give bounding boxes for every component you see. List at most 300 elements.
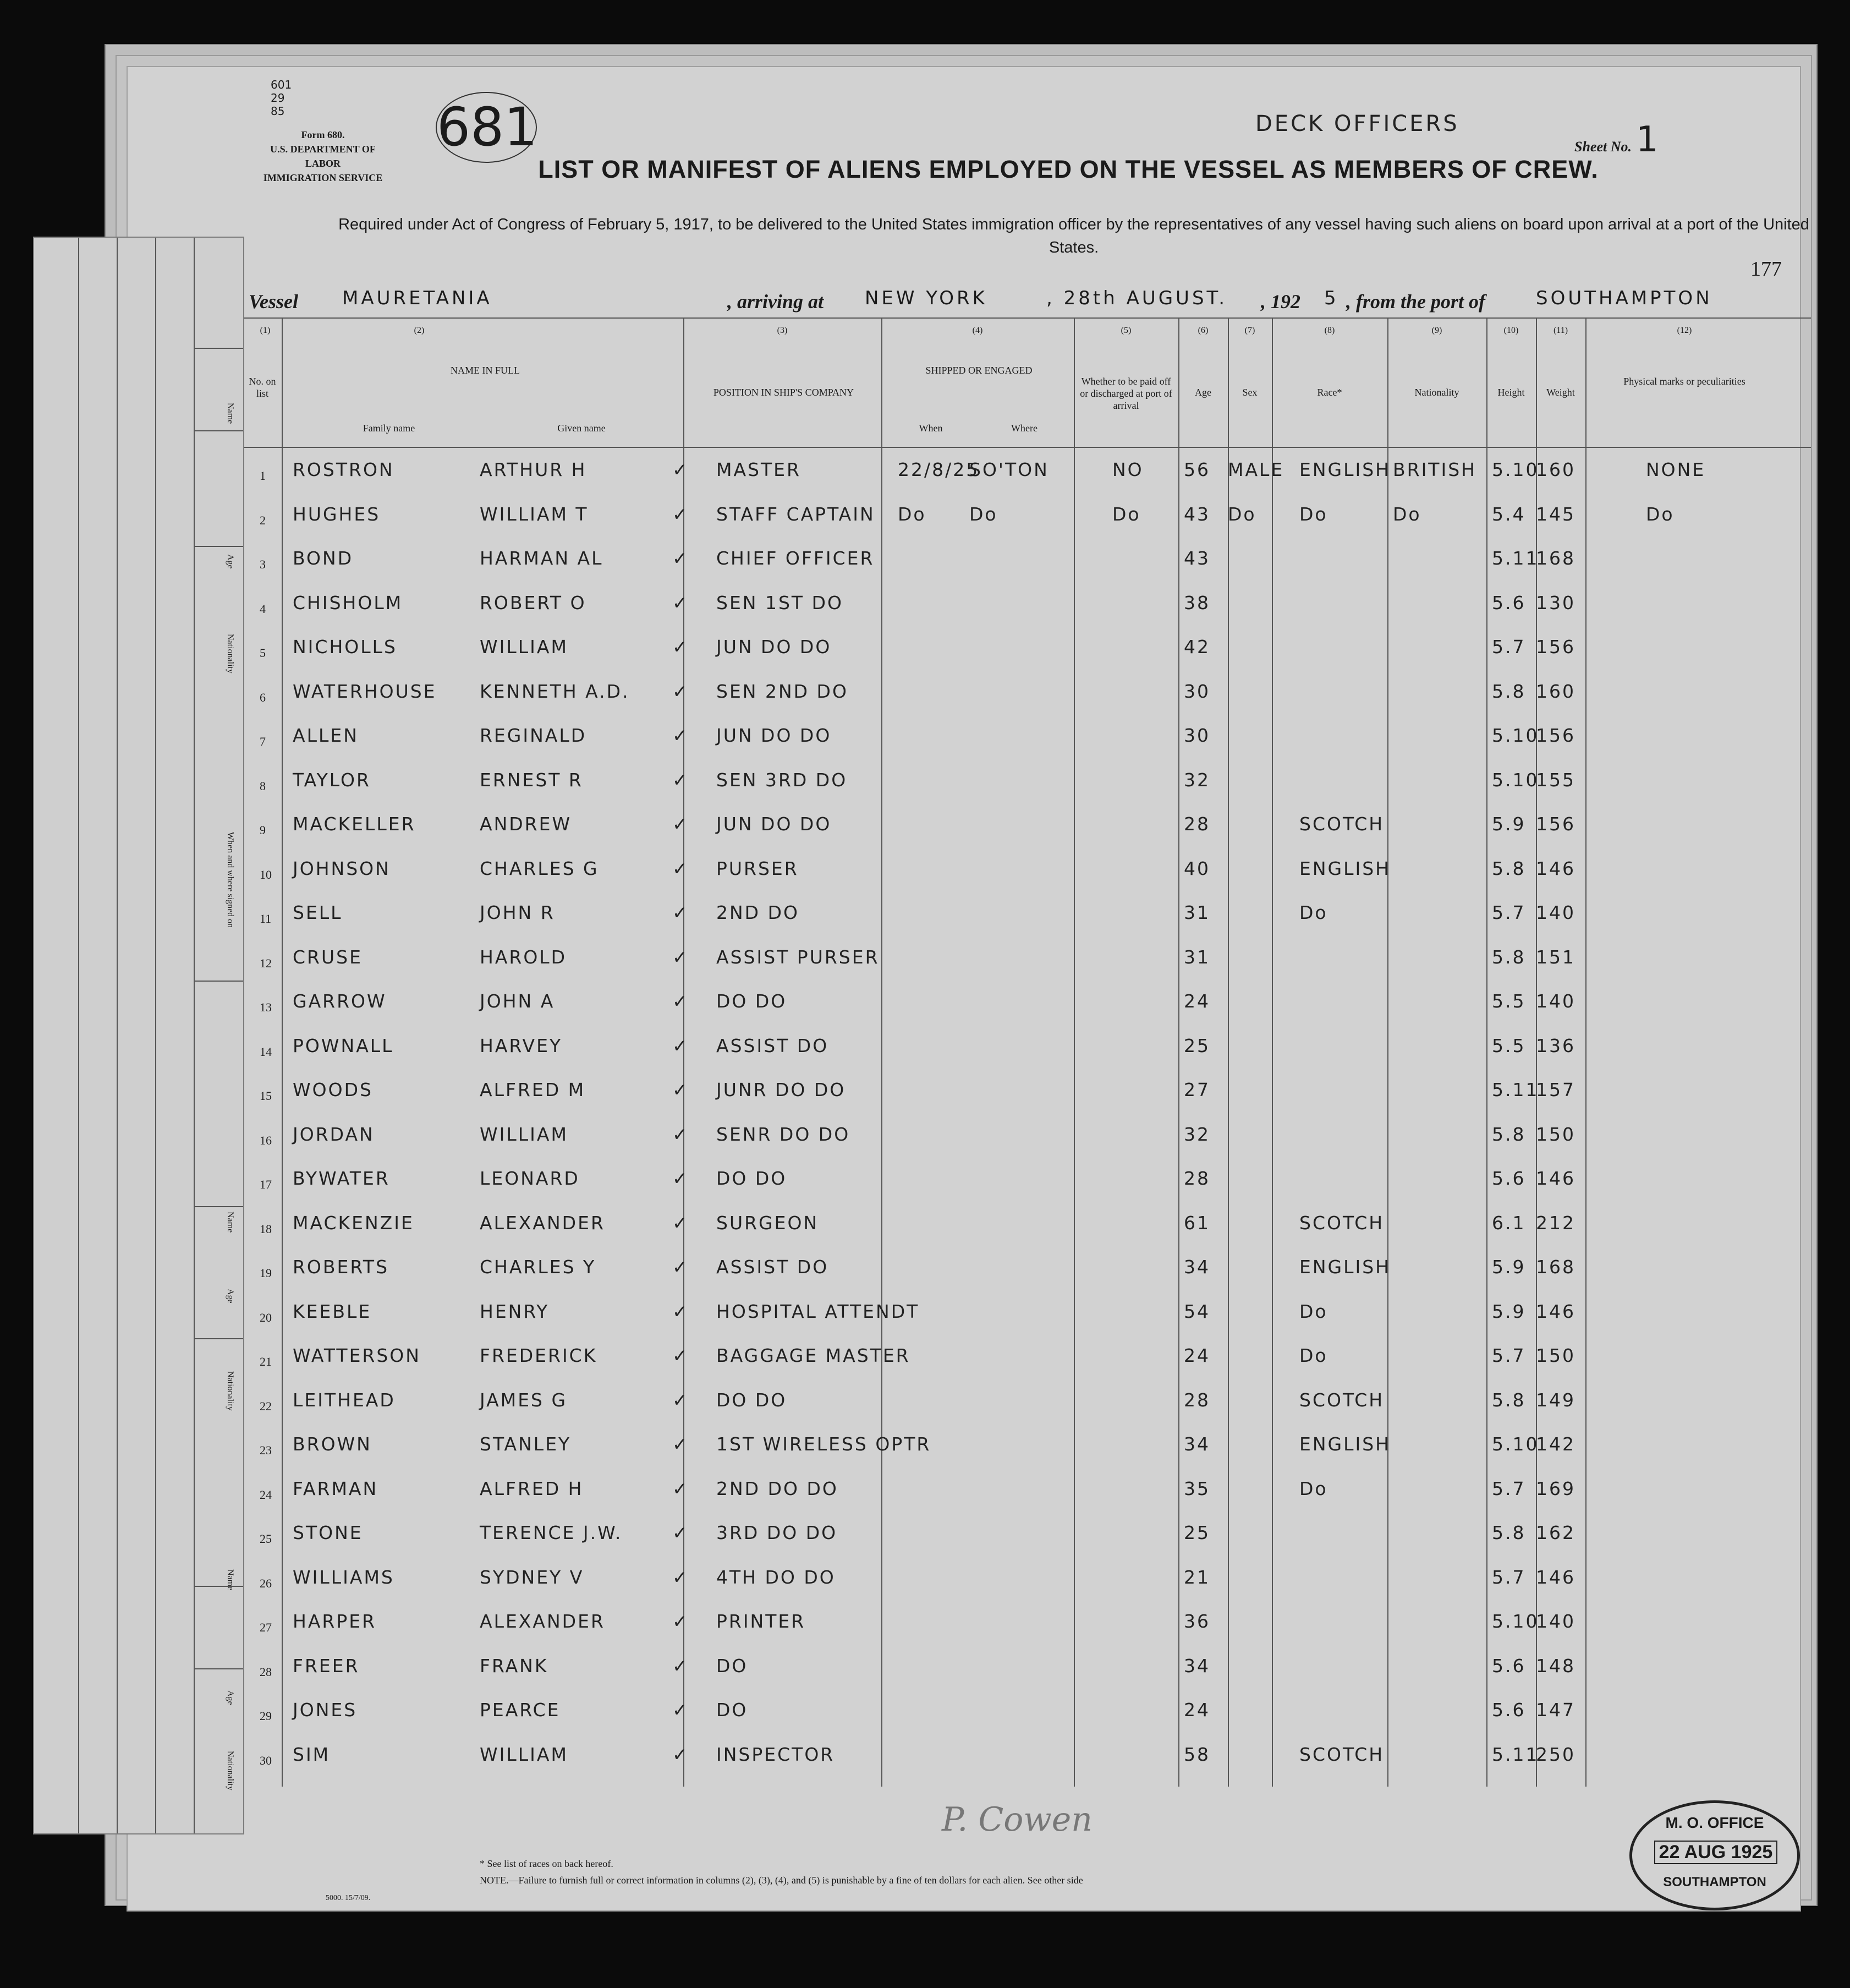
strip-label: Nationality (226, 634, 235, 673)
row-number: 16 (260, 1133, 272, 1147)
table-row (128, 895, 1800, 935)
check-mark-icon: ✓ (672, 1123, 689, 1145)
given-name: ALFRED M (480, 1079, 586, 1100)
position: JUNR DO DO (716, 1079, 846, 1100)
height: 5.7 (1492, 1477, 1526, 1499)
given-name: STANLEY (480, 1433, 572, 1455)
race: Do (1299, 1300, 1328, 1322)
family-name: FARMAN (293, 1477, 378, 1499)
weight: 156 (1536, 636, 1575, 658)
family-name: WATERHOUSE (293, 680, 437, 702)
age: 42 (1184, 636, 1210, 658)
age: 34 (1184, 1256, 1210, 1278)
position: PURSER (716, 857, 799, 879)
position: 2ND DO DO (716, 1477, 838, 1499)
strip-label: When and where signed on (226, 832, 235, 928)
age: 36 (1184, 1611, 1210, 1632)
row-number: 27 (260, 1620, 272, 1634)
height: 5.8 (1492, 680, 1526, 702)
page-title: LIST OR MANIFEST OF ALIENS EMPLOYED ON THE VESSEL AS MEMBERS OF CREW. (538, 155, 1599, 183)
check-mark-icon: ✓ (672, 1522, 689, 1543)
family-name: LEITHEAD (293, 1389, 396, 1411)
height: 5.9 (1492, 813, 1526, 835)
family-name: SELL (293, 902, 343, 923)
race: ENGLISH (1299, 459, 1391, 480)
row-number: 22 (260, 1399, 272, 1413)
age: 27 (1184, 1079, 1210, 1100)
weight: 162 (1536, 1522, 1575, 1543)
check-mark-icon: ✓ (672, 1256, 689, 1278)
header-height: Height (1497, 387, 1525, 398)
position: HOSPITAL ATTENDT (716, 1300, 920, 1322)
age: 43 (1184, 547, 1210, 569)
row-number: 12 (260, 956, 272, 970)
row-number: 20 (260, 1310, 272, 1324)
table-row (128, 1427, 1800, 1466)
row-number: 11 (260, 912, 272, 925)
age: 35 (1184, 1477, 1210, 1499)
given-name: FRANK (480, 1655, 548, 1677)
sex: MALE (1228, 459, 1284, 480)
race: Do (1299, 902, 1328, 923)
row-number: 1 (260, 469, 266, 483)
crew-category: DECK OFFICERS (1255, 111, 1459, 136)
printer-mark: 5000. 15/7/09. (326, 1894, 371, 1902)
year-digit: 5 (1324, 287, 1339, 309)
stamped-number: 177 (1750, 258, 1782, 281)
position: DO DO (716, 990, 787, 1012)
given-name: WILLIAM (480, 1123, 568, 1145)
height: 5.11 (1492, 1743, 1539, 1765)
col-number: (2) (414, 326, 425, 335)
nationality: BRITISH (1393, 459, 1476, 480)
row-number: 4 (260, 601, 266, 616)
table-row (128, 940, 1800, 979)
strip-label: Name (226, 1212, 235, 1233)
family-name: WILLIAMS (293, 1566, 394, 1588)
height: 5.7 (1492, 1566, 1526, 1588)
row-number: 24 (260, 1487, 272, 1502)
age: 61 (1184, 1212, 1210, 1234)
year-label: , 192 (1261, 291, 1300, 313)
table-row (128, 1072, 1800, 1112)
height: 5.6 (1492, 1168, 1526, 1189)
header-nationality: Nationality (1414, 387, 1459, 398)
check-mark-icon: ✓ (672, 1433, 689, 1455)
given-name: ALFRED H (480, 1477, 584, 1499)
margin-note: 601 (271, 78, 292, 91)
header-no-on-list: No. on list (249, 376, 276, 399)
height: 5.8 (1492, 857, 1526, 879)
table-row (128, 1206, 1800, 1245)
family-name: WOODS (293, 1079, 373, 1100)
physical-marks: NONE (1646, 459, 1706, 480)
vessel-name: MAURETANIA (342, 287, 492, 309)
table-row (128, 674, 1800, 714)
check-mark-icon: ✓ (672, 1300, 689, 1322)
position: INSPECTOR (716, 1743, 835, 1765)
race: SCOTCH (1299, 1389, 1385, 1411)
shipped-when: 22/8/25 (898, 459, 980, 480)
position: DO DO (716, 1389, 787, 1411)
weight: 136 (1536, 1034, 1575, 1056)
table-row (128, 1338, 1800, 1378)
weight: 146 (1536, 857, 1575, 879)
col-number: (12) (1677, 326, 1692, 335)
check-mark-icon: ✓ (672, 1655, 689, 1677)
weight: 250 (1536, 1743, 1575, 1765)
table-row (128, 1250, 1800, 1289)
weight: 168 (1536, 1256, 1575, 1278)
height: 5.8 (1492, 1389, 1526, 1411)
given-name: ANDREW (480, 813, 572, 835)
service-name: IMMIGRATION SERVICE (263, 172, 383, 183)
stamp-date: 22 AUG 1925 (1654, 1841, 1777, 1864)
weight: 130 (1536, 592, 1575, 614)
paid-off: Do (1112, 503, 1141, 525)
physical-marks: Do (1646, 503, 1675, 525)
given-name: KENNETH A.D. (480, 680, 630, 702)
weight: 168 (1536, 547, 1575, 569)
office-stamp (1629, 1800, 1800, 1910)
row-number: 10 (260, 867, 272, 881)
weight: 157 (1536, 1079, 1575, 1100)
from-label: , from the port of (1346, 291, 1486, 313)
weight: 146 (1536, 1300, 1575, 1322)
height: 5.11 (1492, 1079, 1539, 1100)
given-name: SYDNEY V (480, 1566, 584, 1588)
family-name: JORDAN (293, 1123, 375, 1145)
check-mark-icon: ✓ (672, 1389, 689, 1411)
col-number: (8) (1324, 326, 1335, 335)
age: 24 (1184, 1345, 1210, 1366)
height: 5.6 (1492, 1655, 1526, 1677)
age: 38 (1184, 592, 1210, 614)
age: 28 (1184, 1389, 1210, 1411)
vessel-line (249, 287, 1850, 317)
family-name: JONES (293, 1699, 358, 1721)
table-row (128, 763, 1800, 802)
check-mark-icon: ✓ (672, 547, 689, 569)
check-mark-icon: ✓ (672, 503, 689, 525)
row-number: 28 (260, 1664, 272, 1679)
department-name: U.S. DEPARTMENT OF LABOR (270, 144, 376, 169)
height: 5.10 (1492, 769, 1539, 791)
age: 56 (1184, 459, 1210, 480)
age: 21 (1184, 1566, 1210, 1588)
strip-label: Age (226, 1690, 235, 1705)
table-row (128, 452, 1800, 492)
table-row (128, 1294, 1800, 1334)
strip-rule (194, 546, 243, 547)
table-row (128, 1161, 1800, 1201)
departure-port: SOUTHAMPTON (1536, 287, 1712, 309)
header-top-rule (238, 317, 1811, 319)
row-number: 29 (260, 1709, 272, 1723)
header-race: Race* (1317, 387, 1342, 398)
height: 5.5 (1492, 990, 1526, 1012)
given-name: REGINALD (480, 725, 587, 746)
weight: 160 (1536, 459, 1575, 480)
given-name: HENRY (480, 1300, 550, 1322)
table-row (128, 541, 1800, 580)
row-number: 9 (260, 823, 266, 837)
arrival-date: , 28th AUGUST. (1046, 287, 1228, 309)
given-name: ERNEST R (480, 769, 583, 791)
family-name: HUGHES (293, 503, 381, 525)
check-mark-icon: ✓ (672, 1699, 689, 1721)
check-mark-icon: ✓ (672, 1743, 689, 1765)
stamp-bottom: SOUTHAMPTON (1663, 1875, 1766, 1890)
race: ENGLISH (1299, 857, 1391, 879)
height: 5.9 (1492, 1300, 1526, 1322)
table-row (128, 1028, 1800, 1068)
side-strip (33, 237, 244, 1834)
header-shipped: SHIPPED OR ENGAGED (925, 365, 1033, 376)
given-name: FREDERICK (480, 1345, 597, 1366)
strip-label: Name (226, 1569, 235, 1591)
position: BAGGAGE MASTER (716, 1345, 910, 1366)
position: ASSIST DO (716, 1256, 829, 1278)
stamp-top: M. O. OFFICE (1665, 1814, 1764, 1831)
strip-rule (194, 348, 243, 349)
given-name: WILLIAM T (480, 503, 589, 525)
table-row (128, 1649, 1800, 1688)
header-physical-marks: Physical marks or peculiarities (1623, 376, 1745, 387)
height: 5.10 (1492, 459, 1539, 480)
weight: 150 (1536, 1123, 1575, 1145)
given-name: JOHN R (480, 902, 555, 923)
height: 6.1 (1492, 1212, 1526, 1234)
age: 32 (1184, 1123, 1210, 1145)
given-name: ROBERT O (480, 592, 586, 614)
col-number: (7) (1244, 326, 1255, 335)
age: 54 (1184, 1300, 1210, 1322)
age: 25 (1184, 1034, 1210, 1056)
position: SEN 3RD DO (716, 769, 848, 791)
signature: P. Cowen (942, 1800, 1093, 1839)
family-name: JOHNSON (293, 857, 391, 879)
position: CHIEF OFFICER (716, 547, 875, 569)
row-number: 14 (260, 1044, 272, 1059)
weight: 147 (1536, 1699, 1575, 1721)
check-mark-icon: ✓ (672, 1611, 689, 1632)
strip-divider (117, 238, 118, 1833)
row-number: 18 (260, 1222, 272, 1236)
race: Do (1299, 503, 1328, 525)
family-name: KEEBLE (293, 1300, 372, 1322)
height: 5.7 (1492, 902, 1526, 923)
manifest-page (127, 66, 1809, 1912)
table-row (128, 1604, 1800, 1644)
table-row (128, 1383, 1800, 1422)
form-number: Form 680. (301, 129, 345, 140)
sheet-number (1574, 119, 1659, 160)
check-mark-icon: ✓ (672, 1034, 689, 1056)
family-name: SIM (293, 1743, 331, 1765)
height: 5.6 (1492, 592, 1526, 614)
position: STAFF CAPTAIN (716, 503, 875, 525)
race: ENGLISH (1299, 1256, 1391, 1278)
weight: 149 (1536, 1389, 1575, 1411)
age: 31 (1184, 946, 1210, 968)
check-mark-icon: ✓ (672, 1345, 689, 1366)
footnote-penalty: NOTE.—Failure to furnish full or correct information in columns (2), (3), (4), and (5) is punishable by a fine of ten dollars for each alien. See other side (480, 1875, 1083, 1886)
col-number: (11) (1553, 326, 1568, 335)
position: DO DO (716, 1168, 787, 1189)
check-mark-icon: ✓ (672, 813, 689, 835)
age: 25 (1184, 1522, 1210, 1543)
strip-rule (194, 1206, 243, 1207)
weight: 212 (1536, 1212, 1575, 1234)
position: DO (716, 1655, 748, 1677)
strip-rule (194, 1668, 243, 1669)
family-name: TAYLOR (293, 769, 371, 791)
position: JUN DO DO (716, 636, 832, 658)
page-subtitle: Required under Act of Congress of February 5, 1917, to be delivered to the United States immigration officer by the representatives of any vessel having such aliens on board upon arrival at a port of the United States. (338, 216, 1809, 256)
row-number: 19 (260, 1266, 272, 1280)
strip-divider (155, 238, 156, 1833)
age: 58 (1184, 1743, 1210, 1765)
strip-label: Nationality (226, 1751, 235, 1790)
arriving-label: , arriving at (727, 291, 824, 313)
weight: 140 (1536, 902, 1575, 923)
given-name: ALEXANDER (480, 1212, 605, 1234)
given-name: JAMES G (480, 1389, 568, 1411)
check-mark-icon: ✓ (672, 680, 689, 702)
header-family-name: Family name (363, 423, 415, 434)
vessel-label: Vessel (249, 291, 298, 313)
family-name: STONE (293, 1522, 363, 1543)
age: 34 (1184, 1655, 1210, 1677)
table-row (128, 629, 1800, 669)
table-row (128, 1117, 1800, 1157)
family-name: WATTERSON (293, 1345, 421, 1366)
check-mark-icon: ✓ (672, 857, 689, 879)
height: 5.8 (1492, 1522, 1526, 1543)
table-row (128, 807, 1800, 846)
family-name: ROBERTS (293, 1256, 389, 1278)
age: 24 (1184, 1699, 1210, 1721)
paid-off: NO (1112, 459, 1144, 480)
given-name: WILLIAM (480, 1743, 568, 1765)
family-name: CRUSE (293, 946, 363, 968)
table-row (128, 497, 1800, 536)
age: 30 (1184, 725, 1210, 746)
check-mark-icon: ✓ (672, 1477, 689, 1499)
header-sex: Sex (1242, 387, 1258, 398)
given-name: PEARCE (480, 1699, 561, 1721)
position: PRINTER (716, 1611, 806, 1632)
row-number: 8 (260, 779, 266, 793)
strip-rule (194, 981, 243, 982)
row-number: 23 (260, 1443, 272, 1457)
col-number: (10) (1503, 326, 1519, 335)
given-name: HARMAN AL (480, 547, 603, 569)
height: 5.10 (1492, 1433, 1539, 1455)
header-given-name: Given name (557, 423, 606, 434)
position: 4TH DO DO (716, 1566, 836, 1588)
header-position: POSITION IN SHIP'S COMPANY (713, 387, 854, 398)
weight: 140 (1536, 1611, 1575, 1632)
strip-label: Age (226, 554, 235, 569)
position: 1ST WIRELESS OPTR (716, 1433, 931, 1455)
position: ASSIST PURSER (716, 946, 880, 968)
circled-number: 681 (436, 92, 537, 163)
check-mark-icon: ✓ (672, 636, 689, 658)
nationality: Do (1393, 503, 1421, 525)
row-number: 7 (260, 735, 266, 748)
family-name: GARROW (293, 990, 387, 1012)
col-number: (1) (260, 326, 271, 335)
col-number: (9) (1431, 326, 1442, 335)
family-name: MACKELLER (293, 813, 416, 835)
sheet-label: Sheet No. (1574, 139, 1632, 155)
sheet-number-value: 1 (1636, 119, 1659, 160)
weight: 160 (1536, 680, 1575, 702)
row-number: 21 (260, 1355, 272, 1368)
height: 5.7 (1492, 1345, 1526, 1366)
given-name: ARTHUR H (480, 459, 587, 480)
given-name: HAROLD (480, 946, 567, 968)
position: SEN 1ST DO (716, 592, 843, 614)
col-number: (6) (1198, 326, 1209, 335)
given-name: TERENCE J.W. (480, 1522, 623, 1543)
check-mark-icon: ✓ (672, 1168, 689, 1189)
position: 2ND DO (716, 902, 799, 923)
table-row (128, 851, 1800, 891)
col-number: (3) (777, 326, 788, 335)
row-number: 30 (260, 1753, 272, 1767)
given-name: HARVEY (480, 1034, 563, 1056)
sex: Do (1228, 503, 1256, 525)
given-name: LEONARD (480, 1168, 580, 1189)
age: 28 (1184, 1168, 1210, 1189)
position: ASSIST DO (716, 1034, 829, 1056)
table-row (128, 585, 1800, 625)
col-number: (4) (972, 326, 983, 335)
weight: 146 (1536, 1168, 1575, 1189)
margin-note: 29 (271, 91, 285, 105)
given-name: ALEXANDER (480, 1611, 605, 1632)
row-number: 2 (260, 513, 266, 527)
position: JUN DO DO (716, 725, 832, 746)
given-name: JOHN A (480, 990, 555, 1012)
race: SCOTCH (1299, 1743, 1385, 1765)
family-name: MACKENZIE (293, 1212, 414, 1234)
given-name: CHARLES Y (480, 1256, 596, 1278)
row-number: 26 (260, 1576, 272, 1590)
header-bottom-rule (238, 447, 1811, 448)
check-mark-icon: ✓ (672, 459, 689, 480)
family-name: BYWATER (293, 1168, 390, 1189)
height: 5.10 (1492, 1611, 1539, 1632)
position: DO (716, 1699, 748, 1721)
race: SCOTCH (1299, 813, 1385, 835)
height: 5.10 (1492, 725, 1539, 746)
position: SURGEON (716, 1212, 819, 1234)
weight: 156 (1536, 725, 1575, 746)
row-number: 17 (260, 1178, 272, 1191)
age: 43 (1184, 503, 1210, 525)
weight: 156 (1536, 813, 1575, 835)
row-number: 3 (260, 557, 266, 571)
header-name-in-full: NAME IN FULL (451, 365, 520, 376)
strip-rule (194, 430, 243, 431)
weight: 150 (1536, 1345, 1575, 1366)
family-name: FREER (293, 1655, 360, 1677)
family-name: BOND (293, 547, 354, 569)
